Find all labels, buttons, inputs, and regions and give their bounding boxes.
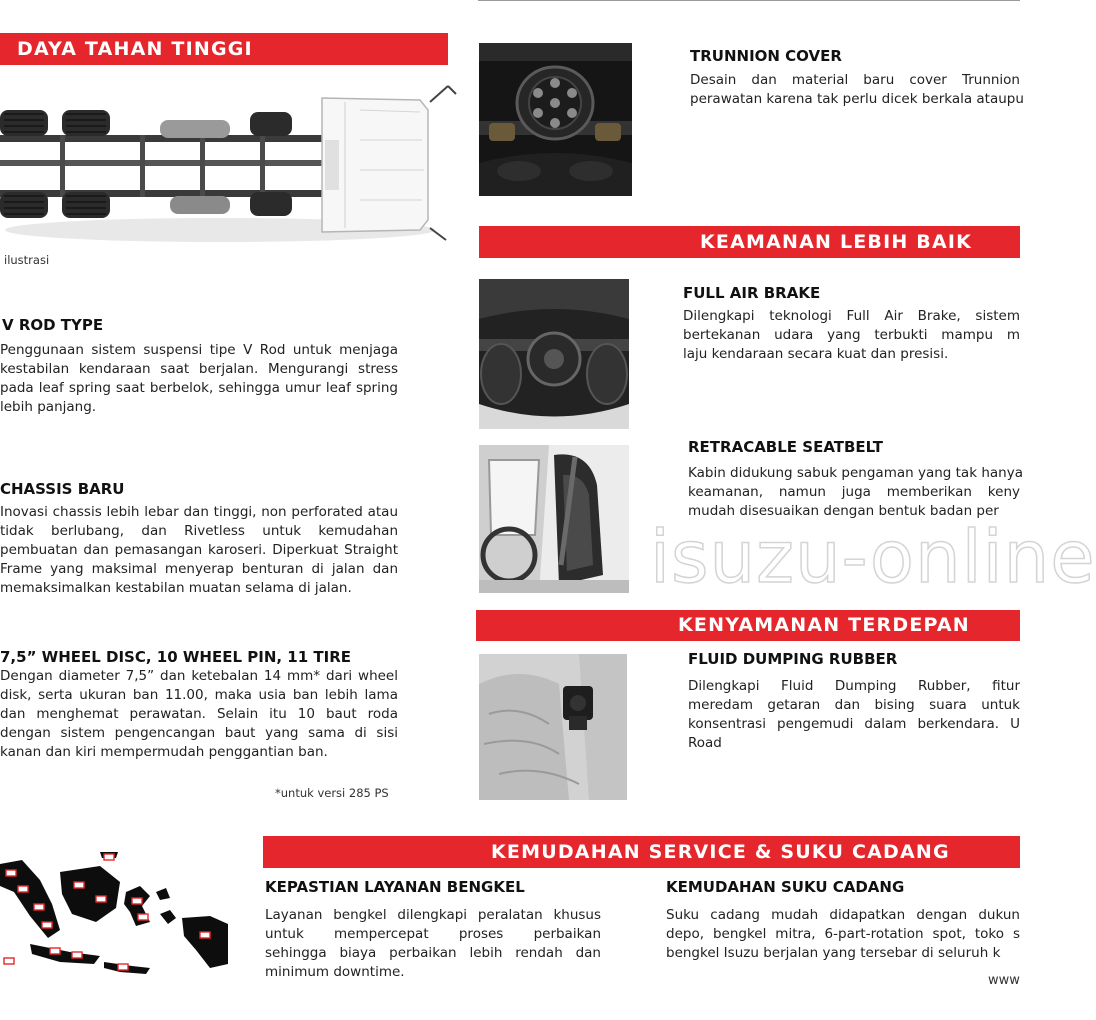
footnote: *untuk versi 285 PS	[275, 786, 389, 800]
trunnion-photo	[479, 43, 632, 196]
bengkel-title: KEPASTIAN LAYANAN BENGKEL	[265, 878, 525, 896]
wheel-line: disk, serta ukuran ban 11.00, maka usia ban lebih lama	[0, 687, 398, 703]
seatbelt-text	[688, 464, 1023, 521]
trunnion-text	[690, 71, 1024, 109]
banner-daya-tahan	[0, 33, 448, 65]
wheel-title: 7,5” WHEEL DISC, 10 WHEEL PIN, 11 TIRE	[0, 648, 352, 666]
illustration-caption: ilustrasi	[4, 253, 50, 267]
website-fragment: www	[988, 973, 1020, 988]
fluid-line: konsentrasi pengemudi dalam berkendara. U	[688, 716, 1020, 732]
fluid-text	[688, 677, 1020, 753]
vrod-line: kestabilan kendaraan saat berjalan. Mengurangi stress	[0, 361, 398, 377]
suku-text	[666, 906, 1020, 963]
seatbelt-line: Kabin didukung sabuk pengaman yang tak hanya	[688, 465, 1023, 481]
banner-keamanan-label: KEAMANAN LEBIH BAIK	[700, 231, 973, 253]
air-brake-photo	[479, 279, 629, 429]
vrod-line: Penggunaan sistem suspensi tipe V Rod untuk menjaga	[0, 342, 398, 358]
wheel-line: kanan dan kiri mempermudah penggantian ban.	[0, 744, 328, 760]
chassis-line: memaksimalkan kestabilan muatan selama di jalan.	[0, 580, 352, 596]
bengkel-line: sehingga biaya perbaikan lebih rendah dan	[265, 945, 601, 961]
suku-line: depo, bengkel mitra, 6-part-rotation spot, toko s	[666, 926, 1020, 942]
chassis-line: Frame yang maksimal menyerap benturan di jalan dan	[0, 561, 398, 577]
seatbelt-line: mudah disesuaikan dengan bentuk badan per	[688, 503, 999, 519]
fluid-title: FLUID DUMPING RUBBER	[688, 650, 898, 668]
chassis-illustration	[0, 80, 465, 250]
brake-line: laju kendaraan secara kuat dan presisi.	[683, 346, 949, 362]
fluid-line: meredam getaran dan bising suara untuk	[688, 697, 1020, 713]
bengkel-line: minimum downtime.	[265, 964, 405, 980]
suku-title: KEMUDAHAN SUKU CADANG	[666, 878, 905, 896]
bengkel-line: untuk mempercepat proses perbaikan	[265, 926, 601, 942]
vrod-line: lebih panjang.	[0, 399, 97, 415]
brake-text	[683, 307, 1020, 364]
brake-title: FULL AIR BRAKE	[683, 284, 821, 302]
brake-line: Dilengkapi teknologi Full Air Brake, sistem	[683, 308, 1020, 324]
banner-keamanan	[479, 226, 1020, 258]
indonesia-map	[0, 852, 230, 992]
seatbelt-photo	[479, 445, 629, 593]
banner-kenyamanan-label: KENYAMANAN TERDEPAN	[678, 614, 970, 636]
brake-line: bertekanan udara yang terbukti mampu m	[683, 327, 1020, 343]
vrod-title: V ROD TYPE	[2, 316, 104, 334]
wheel-line: dengan sistem pengencangan baut yang sama di sisi	[0, 725, 398, 741]
top-divider	[478, 0, 1020, 1]
chassis-line: pembuatan dan pemasangan karoseri. Diperkuat Straight	[0, 542, 398, 558]
chassis-text	[0, 503, 398, 598]
bengkel-text	[265, 906, 601, 982]
trunnion-line: Desain dan material baru cover Trunnion	[690, 72, 1020, 88]
wheel-text	[0, 667, 398, 762]
bengkel-line: Layanan bengkel dilengkapi peralatan khusus	[265, 907, 601, 923]
wheel-line: dan menghemat perawatan. Selain itu 10 baut roda	[0, 706, 398, 722]
chassis-title: CHASSIS BARU	[0, 480, 125, 498]
watermark: isuzu-online	[650, 515, 1096, 599]
banner-daya-tahan-label: DAYA TAHAN TINGGI	[17, 38, 253, 60]
fluid-line: Dilengkapi Fluid Dumping Rubber, fitur	[688, 678, 1020, 694]
seatbelt-line: keamanan, namun juga memberikan keny	[688, 484, 1020, 500]
fluid-rubber-photo	[479, 654, 627, 800]
suku-line: Suku cadang mudah didapatkan dengan dukun	[666, 907, 1020, 923]
seatbelt-title: RETRACABLE SEATBELT	[688, 438, 883, 456]
trunnion-line: perawatan karena tak perlu dicek berkala ataupu	[690, 91, 1024, 107]
chassis-line: Inovasi chassis lebih lebar dan tinggi, non perforated atau	[0, 504, 398, 520]
vrod-text	[0, 341, 398, 417]
vrod-line: pada leaf spring saat berbelok, sehingga umur leaf spring	[0, 380, 398, 396]
wheel-line: Dengan diameter 7,5” dan ketebalan 14 mm* dari wheel	[0, 668, 398, 684]
banner-service-label: KEMUDAHAN SERVICE & SUKU CADANG	[491, 841, 950, 863]
suku-line: bengkel Isuzu berjalan yang tersebar di seluruh k	[666, 945, 1001, 961]
trunnion-title: TRUNNION COVER	[690, 47, 842, 65]
chassis-line: tidak berlubang, dan Rivetless untuk kemudahan	[0, 523, 398, 539]
fluid-line: Road	[688, 735, 722, 751]
banner-service	[263, 836, 1020, 868]
banner-kenyamanan	[476, 610, 1020, 641]
